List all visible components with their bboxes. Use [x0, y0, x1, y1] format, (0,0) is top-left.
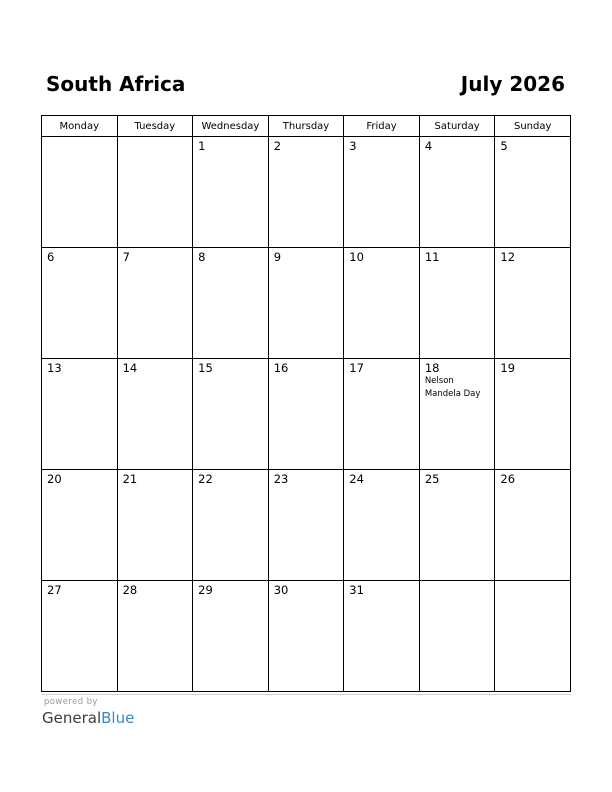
- day-cell: [268, 470, 344, 581]
- day-cell: [268, 581, 344, 692]
- day-number: 25: [424, 472, 440, 486]
- day-cell: [268, 137, 344, 248]
- day-number: [42, 137, 117, 139]
- day-number: 16: [273, 361, 289, 375]
- day-cell: [344, 248, 420, 359]
- day-number: 26: [500, 472, 516, 486]
- day-number: 23: [273, 472, 289, 486]
- day-number: 14: [122, 361, 138, 375]
- day-number: 22: [198, 472, 213, 486]
- day-number: 17: [349, 361, 364, 375]
- powered-by-label: powered by: [44, 697, 98, 707]
- page-title-month: July 2026: [460, 72, 565, 96]
- weekday-header: Wednesday: [193, 116, 269, 137]
- footer-divider: [41, 694, 571, 695]
- day-number: 4: [424, 139, 433, 153]
- day-cell: [193, 248, 269, 359]
- day-cell: [42, 581, 118, 692]
- day-number: 3: [349, 139, 357, 153]
- day-number: 28: [122, 583, 138, 597]
- day-number: 24: [349, 472, 364, 486]
- day-number: [118, 137, 193, 139]
- generalblue-logo[interactable]: [42, 708, 134, 728]
- week-row: [42, 581, 571, 692]
- day-number: 18: [424, 361, 440, 375]
- week-row: [42, 470, 571, 581]
- day-cell: [268, 248, 344, 359]
- day-number: 15: [198, 361, 213, 375]
- day-cell: [193, 137, 269, 248]
- holiday-label: Nelson Mandela Day: [424, 376, 481, 399]
- day-cell: [42, 470, 118, 581]
- day-cell: [117, 248, 193, 359]
- day-cell: [117, 359, 193, 470]
- day-cell: [495, 137, 571, 248]
- day-number: 9: [273, 250, 282, 264]
- day-cell: [495, 248, 571, 359]
- day-number: 2: [273, 139, 282, 153]
- day-cell: [268, 359, 344, 470]
- day-number: 30: [273, 583, 289, 597]
- week-row: [42, 359, 571, 470]
- logo-text-general: General: [42, 709, 102, 727]
- weekday-header: Thursday: [268, 116, 344, 137]
- day-cell: [117, 581, 193, 692]
- weekday-header: Friday: [344, 116, 420, 137]
- day-number: 1: [198, 139, 206, 153]
- day-cell: [495, 470, 571, 581]
- day-cell: [495, 581, 571, 692]
- day-cell: [42, 248, 118, 359]
- day-number: 21: [122, 472, 138, 486]
- calendar-grid: [41, 115, 571, 692]
- day-number: 20: [47, 472, 62, 486]
- weekday-header: Sunday: [495, 116, 571, 137]
- day-cell: [419, 137, 495, 248]
- day-cell: [344, 359, 420, 470]
- day-number: 7: [122, 250, 130, 264]
- day-cell: [344, 470, 420, 581]
- day-cell: [42, 359, 118, 470]
- logo-text-blue: Blue: [101, 709, 135, 727]
- day-cell-holiday: [419, 359, 495, 470]
- day-number: [495, 581, 570, 583]
- week-row: [42, 137, 571, 248]
- page-title-country: South Africa: [46, 72, 186, 96]
- weekday-header: Saturday: [419, 116, 495, 137]
- week-row: [42, 248, 571, 359]
- day-number: 12: [500, 250, 516, 264]
- day-cell: [419, 581, 495, 692]
- day-cell: [117, 470, 193, 581]
- day-cell: [419, 470, 495, 581]
- day-number: [420, 581, 495, 583]
- day-number: 6: [47, 250, 55, 264]
- weekday-header: Tuesday: [117, 116, 193, 137]
- day-cell: [193, 359, 269, 470]
- day-cell: [193, 470, 269, 581]
- day-number: 11: [424, 250, 440, 264]
- day-cell: [344, 137, 420, 248]
- day-number: 29: [198, 583, 213, 597]
- day-cell: [344, 581, 420, 692]
- day-cell: [117, 137, 193, 248]
- day-number: 8: [198, 250, 206, 264]
- day-number: 31: [349, 583, 364, 597]
- day-number: 5: [500, 139, 508, 153]
- day-number: 10: [349, 250, 364, 264]
- weekday-header: Monday: [42, 116, 118, 137]
- day-cell: [193, 581, 269, 692]
- day-number: 27: [47, 583, 62, 597]
- day-number: 19: [500, 361, 516, 375]
- day-cell: [42, 137, 118, 248]
- weekday-header-row: [42, 116, 571, 137]
- day-cell: [495, 359, 571, 470]
- day-number: 13: [47, 361, 62, 375]
- day-cell: [419, 248, 495, 359]
